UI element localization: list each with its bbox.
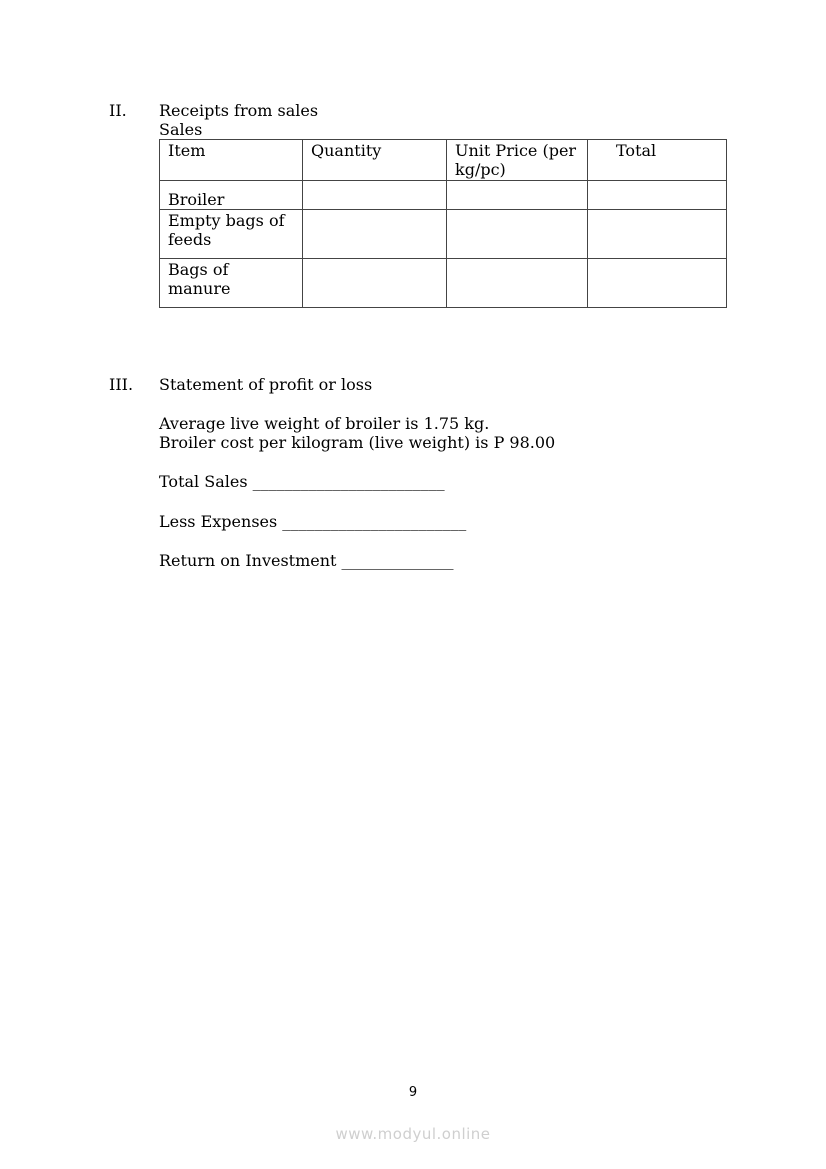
header-unit-price: Unit Price (per kg/pc) xyxy=(447,140,588,181)
section-ii-numeral: II. xyxy=(109,101,127,120)
return-on-investment-line: Return on Investment ______________ xyxy=(159,551,454,570)
watermark: www.modyul.online xyxy=(335,1125,491,1143)
page-number: 9 xyxy=(408,1085,418,1100)
sales-table xyxy=(159,139,727,308)
table-header-row xyxy=(160,140,727,181)
section-ii-subtitle: Sales xyxy=(159,120,203,139)
row-total-cell xyxy=(588,181,727,210)
table-row xyxy=(160,259,727,308)
row-item: Empty bags of feeds xyxy=(160,210,303,259)
header-quantity: Quantity xyxy=(303,140,447,181)
table-row xyxy=(160,181,727,210)
row-unit-price-cell xyxy=(447,259,588,308)
cost-per-kilogram-line: Broiler cost per kilogram (live weight) is P 98.00 xyxy=(159,433,556,452)
row-total-cell xyxy=(588,259,727,308)
header-total: Total xyxy=(588,140,727,181)
section-ii-title: Receipts from sales xyxy=(159,101,319,120)
row-quantity-cell xyxy=(303,210,447,259)
table-row xyxy=(160,210,727,259)
total-sales-line: Total Sales ________________________ xyxy=(159,472,445,491)
section-iii-numeral: III. xyxy=(109,375,134,394)
less-expenses-line: Less Expenses _______________________ xyxy=(159,512,467,531)
row-unit-price-cell xyxy=(447,210,588,259)
row-quantity-cell xyxy=(303,181,447,210)
row-quantity-cell xyxy=(303,259,447,308)
average-weight-line: Average live weight of broiler is 1.75 kg. xyxy=(159,414,490,433)
row-unit-price-cell xyxy=(447,181,588,210)
row-item: Bags of manure xyxy=(160,259,303,308)
section-iii-title: Statement of profit or loss xyxy=(159,375,373,394)
header-item: Item xyxy=(160,140,303,181)
row-total-cell xyxy=(588,210,727,259)
row-item: Broiler xyxy=(160,181,303,210)
